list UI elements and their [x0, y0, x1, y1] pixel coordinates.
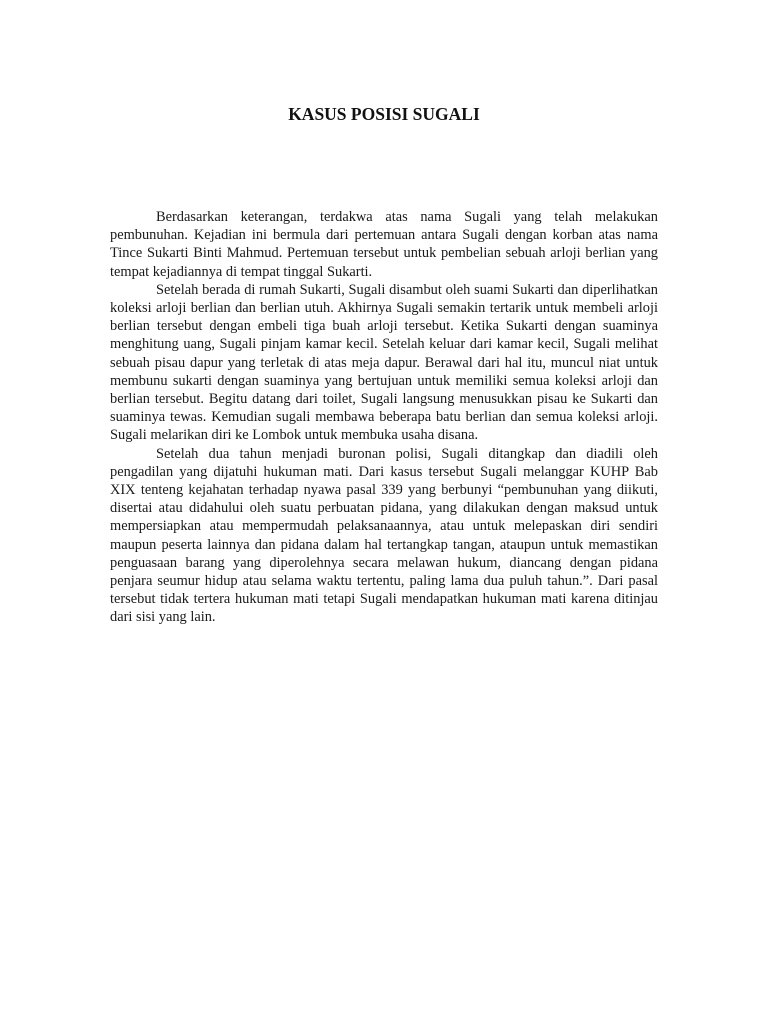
paragraph: Setelah berada di rumah Sukarti, Sugali disambut oleh suami Sukarti dan diperlihatkan koleksi arloji berlian dan berlian utuh. Akhirnya Sugali semakin tertarik untuk membeli arloji berlian tersebut dengan embeli tiga buah arloji tersebut. Ketika Sukarti dengan suaminya menghitung uang, Sugali pinjam kamar kecil. Setelah keluar dari kamar kecil, Sugali melihat sebuah pisau dapur yang terletak di atas meja dapur. Berawal dari hal itu, muncul niat untuk membunu sukarti dengan suaminya yang bertujuan untuk memiliki semua koleksi arloji dan berlian tersebut. Begitu datang dari toilet, Sugali langsung menusukkan pisau ke Sukarti dan suaminya tewas. Kemudian sugali membawa beberapa batu berlian dan semua koleksi arloji. Sugali melarikan diri ke Lombok untuk membuka usaha disana. — [110, 281, 658, 444]
document-body — [110, 208, 658, 627]
document-title: KASUS POSISI SUGALI — [288, 104, 480, 124]
paragraph: Setelah dua tahun menjadi buronan polisi, Sugali ditangkap dan diadili oleh pengadilan yang dijatuhi hukuman mati. Dari kasus tersebut Sugali melanggar KUHP Bab XIX tenteng kejahatan terhadap nyawa pasal 339 yang berbunyi “pembunuhan yang diikuti, disertai atau didahului oleh suatu perbuatan pidana, yang dilakukan dengan maksud untuk mempersiapkan atau mempermudah pelaksanaannya, atau untuk melepaskan diri sendiri maupun peserta lainnya dan pidana dalam hal tertangkap tangan, ataupun untuk memastikan penguasaan barang yang diperolehnya secara melawan hukum, diancang dengan pidana penjara seumur hidup atau selama waktu tertentu, paling lama dua puluh tahun.”. Dari pasal tersebut tidak tertera hukuman mati tetapi Sugali mendapatkan hukuman mati karena ditinjau dari sisi yang lain. — [110, 445, 658, 626]
paragraph: Berdasarkan keterangan, terdakwa atas nama Sugali yang telah melakukan pembunuhan. Kejadian ini bermula dari pertemuan antara Sugali dengan korban atas nama Tince Sukarti Binti Mahmud. Pertemuan tersebut untuk pembelian sebuah arloji berlian yang tempat kejadiannya di tempat tinggal Sukarti. — [110, 209, 658, 280]
